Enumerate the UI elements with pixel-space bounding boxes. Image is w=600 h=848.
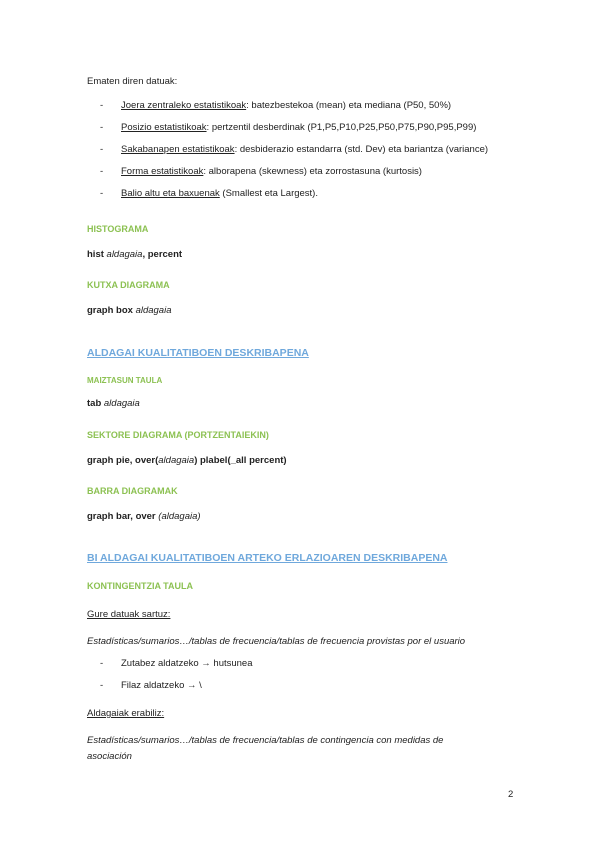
command-text: ) plabel(_all percent): [194, 455, 287, 466]
list-item-term: Joera zentraleko estatistikoak: [121, 100, 247, 111]
list-item-term: Forma estatistikoak: [121, 166, 204, 177]
erlazio-heading: BI ALDAGAI KUALITATIBOEN ARTEKO ERLAZIOAREN DESKRIBAPENA: [87, 552, 448, 564]
list-item-term: Balio altu eta baxuenak: [121, 188, 220, 199]
list-item: [121, 166, 422, 177]
maiztasun-heading: MAIZTASUN TAULA: [87, 376, 163, 385]
command-text: tab: [87, 398, 104, 409]
command-variable: (aldagaia): [158, 511, 201, 522]
bullet-marker: -: [100, 188, 104, 199]
command-variable: aldagaia: [103, 398, 140, 409]
command-text: graph pie, over(: [87, 455, 159, 466]
bullet-marker: -: [100, 100, 104, 111]
bullet-marker: -: [100, 144, 104, 155]
command-text: graph box: [87, 305, 136, 316]
command-text: , percent: [142, 249, 183, 260]
command-text: hist: [87, 249, 107, 260]
histograma-heading: HISTOGRAMA: [87, 224, 149, 234]
bullet-marker: -: [100, 166, 104, 177]
list-item: [121, 188, 318, 199]
list-item-text: : pertzentil desberdinak (P1,P5,P10,P25,P50,P75,P90,P95,P99): [206, 122, 477, 133]
list-item-term: Posizio estatistikoak: [121, 122, 207, 133]
barra-heading: BARRA DIAGRAMAK: [87, 486, 178, 496]
pie-command: [87, 454, 287, 467]
command-variable: aldagaia: [135, 305, 172, 316]
command-variable: aldagaia: [158, 455, 195, 466]
menu-path-continued: asociación: [87, 751, 132, 762]
list-item-text: (Smallest eta Largest).: [219, 188, 318, 199]
intro-text: Ematen diren datuak:: [87, 76, 178, 87]
list-item: [121, 122, 476, 133]
bullet-marker: -: [100, 680, 104, 691]
list-item-text: : desbiderazio estandarra (std. Dev) eta bariantza (variance): [234, 144, 489, 155]
menu-path: Estadísticas/sumarios…/tablas de frecuencia/tablas de frecuencia provistas por el usuario: [87, 636, 466, 647]
list-item: Filaz aldatzeko → \: [121, 680, 202, 691]
list-item: [121, 144, 488, 155]
kontingentzia-heading: KONTINGENTZIA TAULA: [87, 581, 193, 591]
kualitatibo-heading: ALDAGAI KUALITATIBOEN DESKRIBAPENA: [87, 347, 309, 359]
gure-datuak-label: Gure datuak sartuz:: [87, 609, 171, 620]
sektore-heading: SEKTORE DIAGRAMA (PORTZENTAIEKIN): [87, 430, 269, 440]
command-variable: aldagaia: [106, 249, 143, 260]
command-text: graph bar, over: [87, 511, 159, 522]
list-item: Zutabez aldatzeko → hutsunea: [121, 658, 253, 669]
kutxa-command: [87, 304, 171, 317]
list-item: [121, 100, 451, 111]
menu-path: Estadísticas/sumarios…/tablas de frecuencia/tablas de contingencia con medidas de: [87, 735, 444, 746]
kutxa-heading: KUTXA DIAGRAMA: [87, 280, 170, 290]
tab-command: [87, 397, 140, 410]
list-item-term: Sakabanapen estatistikoak: [121, 144, 235, 155]
bullet-marker: -: [100, 122, 104, 133]
histograma-command: [87, 248, 182, 261]
bullet-marker: -: [100, 658, 104, 669]
list-item-text: : alborapena (skewness) eta zorrostasuna (kurtosis): [203, 166, 422, 177]
aldagaiak-label: Aldagaiak erabiliz:: [87, 708, 165, 719]
page-number: 2: [508, 789, 514, 800]
list-item-text: : batezbestekoa (mean) eta mediana (P50, 50%): [246, 100, 452, 111]
bar-command: [87, 510, 201, 523]
